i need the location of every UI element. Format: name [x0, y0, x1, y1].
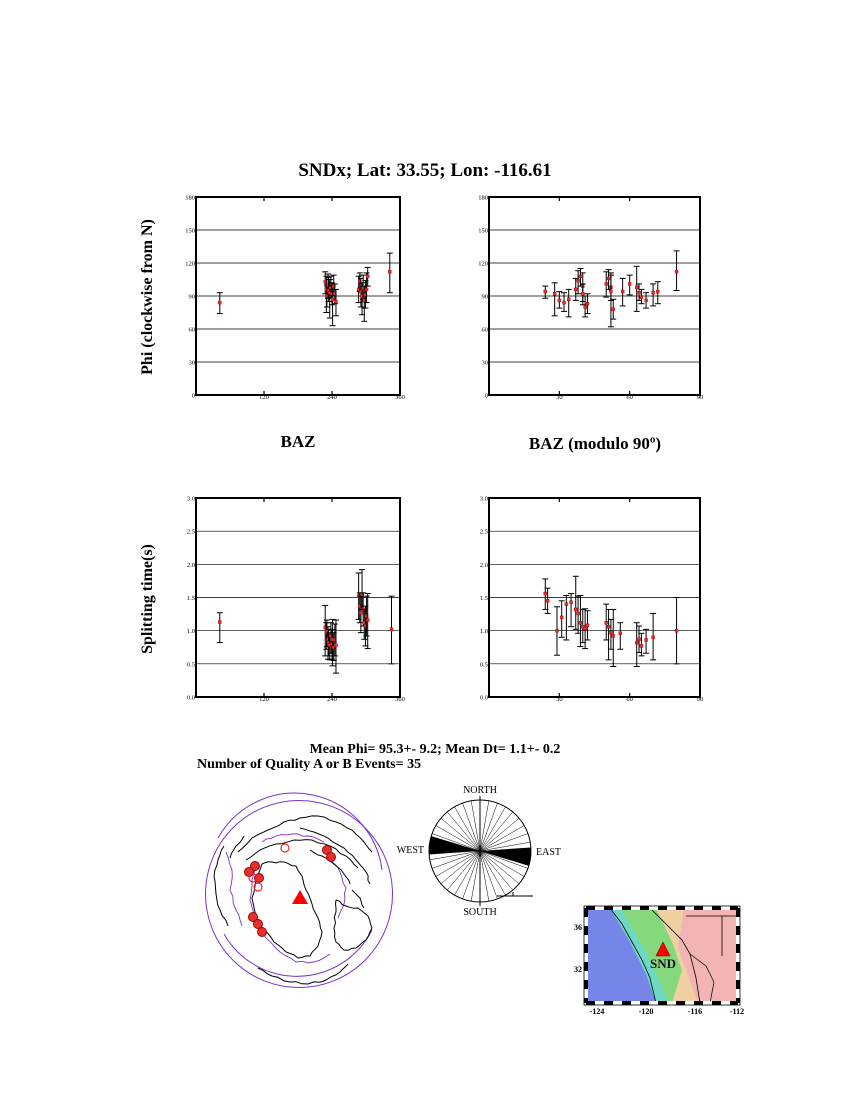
svg-text:WEST: WEST — [396, 845, 424, 856]
svg-text:180: 180 — [478, 194, 488, 202]
station-location-map — [574, 906, 744, 1016]
svg-text:120: 120 — [259, 394, 269, 401]
svg-text:3.0: 3.0 — [186, 495, 195, 503]
event-count-text: Number of Quality A or B Events= 35 — [197, 757, 422, 772]
mean-phi-dt-text: Mean Phi= 95.3+- 9.2; Mean Dt= 1.1+- 0.2 — [309, 742, 561, 757]
svg-text:2.5: 2.5 — [186, 528, 195, 536]
svg-text:SOUTH: SOUTH — [463, 907, 497, 918]
dt-vs-baz-plot — [187, 496, 405, 704]
svg-text:NORTH: NORTH — [463, 785, 497, 796]
svg-text:1.5: 1.5 — [479, 595, 488, 602]
svg-text:-112: -112 — [729, 1007, 745, 1016]
svg-text:120: 120 — [185, 260, 195, 268]
phi-vs-baz-plot — [185, 195, 405, 402]
svg-text:90: 90 — [696, 696, 704, 703]
svg-text:360: 360 — [395, 696, 405, 703]
svg-text:180: 180 — [185, 194, 195, 202]
svg-text:60: 60 — [481, 326, 488, 334]
svg-text:-124: -124 — [589, 1007, 605, 1016]
azimuthal-globe-map — [206, 793, 393, 987]
svg-text:-120: -120 — [638, 1007, 654, 1016]
svg-text:0: 0 — [191, 392, 195, 400]
baz-axis-label: BAZ — [280, 432, 316, 451]
svg-text:EAST: EAST — [536, 847, 561, 858]
svg-text:2.0: 2.0 — [479, 561, 488, 569]
page-title: SNDx; Lat: 33.55; Lon: -116.61 — [298, 160, 552, 181]
svg-text:36: 36 — [574, 923, 582, 932]
svg-text:0.5: 0.5 — [479, 661, 488, 669]
dt-vs-baz-mod90-plot — [480, 496, 703, 704]
svg-text:0: 0 — [484, 392, 488, 400]
svg-text:30: 30 — [481, 359, 488, 367]
splitting-time-axis-label: Splitting time(s) — [139, 544, 156, 654]
svg-text:240: 240 — [327, 696, 337, 703]
svg-text:30: 30 — [556, 696, 563, 703]
svg-text:0.0: 0.0 — [186, 694, 195, 702]
svg-text:30: 30 — [556, 394, 563, 401]
svg-text:SND: SND — [649, 956, 677, 971]
phi-axis-label: Phi (clockwise from N) — [139, 219, 156, 375]
svg-text:30: 30 — [188, 359, 195, 367]
svg-text:150: 150 — [478, 227, 488, 235]
svg-text:60: 60 — [188, 326, 195, 334]
svg-text:1.5: 1.5 — [186, 595, 195, 602]
svg-text:0.0: 0.0 — [479, 694, 488, 702]
phi-vs-baz-mod90-plot — [478, 195, 703, 402]
svg-text:90: 90 — [696, 394, 704, 401]
svg-text:90: 90 — [188, 293, 195, 301]
svg-text:1.0: 1.0 — [479, 628, 488, 636]
svg-text:1.0: 1.0 — [186, 628, 195, 636]
svg-text:0.5: 0.5 — [186, 661, 195, 669]
svg-text:150: 150 — [185, 227, 195, 235]
svg-text:2.5: 2.5 — [479, 528, 488, 536]
baz-modulo-axis-label: BAZ (modulo 90º) — [528, 434, 662, 453]
fast-direction-rose-diagram — [397, 785, 561, 918]
svg-text:60: 60 — [626, 394, 633, 401]
svg-text:-116: -116 — [687, 1007, 703, 1016]
svg-text:360: 360 — [395, 394, 405, 401]
svg-text:2.0: 2.0 — [186, 561, 195, 569]
svg-text:120: 120 — [478, 260, 488, 268]
svg-text:120: 120 — [259, 696, 269, 703]
svg-text:3.0: 3.0 — [479, 495, 488, 503]
svg-text:60: 60 — [626, 696, 633, 703]
svg-text:32: 32 — [574, 965, 582, 974]
svg-text:240: 240 — [327, 394, 337, 401]
svg-text:90: 90 — [481, 293, 488, 301]
